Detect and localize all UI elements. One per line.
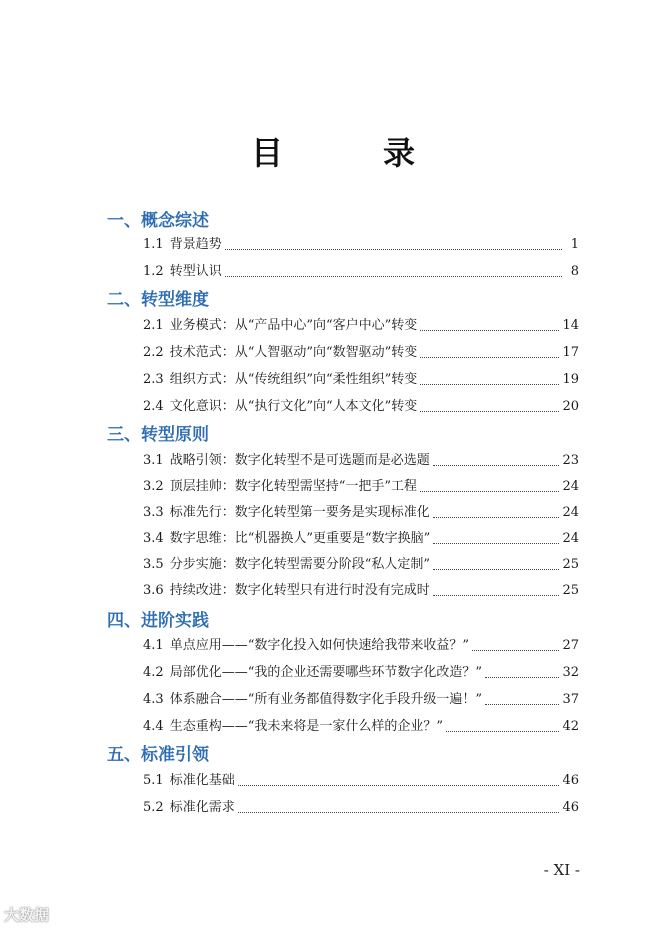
entry-number: 2.1 [143,318,164,333]
dot-leader [225,256,562,277]
entry-number: 1.1 [143,237,164,252]
toc-entry-4-1[interactable] [143,636,579,656]
entry-number: 2.4 [143,399,164,414]
entry-number: 4.3 [143,692,164,707]
toc-entry-3-4[interactable] [143,529,579,549]
entry-number: 3.5 [143,557,164,572]
watermark-logo [4,904,49,925]
entry-number: 3.3 [143,505,164,520]
toc-entry-3-6[interactable] [143,581,579,601]
dot-leader [225,229,562,250]
dot-leader [420,471,559,492]
entry-title: 背景趋势 [169,237,222,252]
entry-title: 标准化基础 [169,773,235,788]
dot-leader [238,792,560,813]
entry-page-number: 24 [562,505,579,520]
entry-number: 2.2 [143,345,164,360]
entry-page-number: 37 [562,692,579,707]
entry-number: 3.2 [143,479,164,494]
entry-page-number: 19 [562,372,579,387]
entry-title: 生态重构——“我未来将是一家什么样的企业？” [169,719,443,734]
entry-number: 3.6 [143,583,164,598]
entry-title: 标准化需求 [169,800,235,815]
entry-title: 业务模式：从“产品中心”向“客户中心”转变 [169,318,418,333]
entry-page-number: 8 [570,264,579,279]
section-heading-4: 四、进阶实践 [107,611,209,631]
entry-page-number: 42 [562,719,579,734]
toc-entry-4-4[interactable] [143,717,579,737]
dot-leader [433,497,560,518]
entry-number: 4.1 [143,638,164,653]
entry-page-number: 24 [562,531,579,546]
entry-number: 3.4 [143,531,164,546]
toc-entry-3-2[interactable] [143,477,579,497]
toc-entry-1-2[interactable] [143,262,579,282]
entry-page-number: 46 [562,800,579,815]
toc-entry-4-3[interactable] [143,690,579,710]
entry-page-number: 24 [562,479,579,494]
dot-leader [472,630,559,651]
entry-title: 顶层挂帅：数字化转型需坚持“一把手”工程 [169,479,417,494]
footer-page-number: - XI - [543,861,580,879]
toc-entry-5-1[interactable] [143,771,579,791]
dot-leader [420,391,559,412]
toc-entry-3-1[interactable] [143,451,579,471]
entry-title: 技术范式：从“人智驱动”向“数智驱动”转变 [169,345,418,360]
entry-title: 局部优化——“我的企业还需要哪些环节数字化改造？” [169,665,482,680]
entry-number: 5.2 [143,800,164,815]
entry-title: 数字思维：比“机器换人”更重要是“数字换脑” [169,531,431,546]
entry-page-number: 14 [562,318,579,333]
entry-number: 3.1 [143,453,164,468]
toc-entry-3-5[interactable] [143,555,579,575]
entry-page-number: 25 [562,583,579,598]
entry-number: 4.4 [143,719,164,734]
entry-page-number: 1 [570,237,579,252]
entry-page-number: 23 [562,453,579,468]
dot-leader [433,445,560,466]
entry-title: 标准先行：数字化转型第一要务是实现标准化 [169,505,430,520]
entry-page-number: 46 [562,773,579,788]
section-heading-1: 一、概念综述 [107,211,209,231]
entry-title: 持续改进：数字化转型只有进行时没有完成时 [169,583,430,598]
toc-entry-1-1[interactable] [143,235,579,255]
dot-leader [420,364,559,385]
dot-leader [485,684,559,705]
entry-number: 5.1 [143,773,164,788]
toc-entry-2-2[interactable] [143,343,579,363]
toc-entry-3-3[interactable] [143,503,579,523]
dot-leader [238,765,560,786]
entry-title: 战略引领：数字化转型不是可选题而是必选题 [169,453,430,468]
toc-entry-2-4[interactable] [143,397,579,417]
entry-title: 单点应用——“数字化投入如何快速给我带来收益？” [169,638,469,653]
section-heading-2: 二、转型维度 [107,290,209,310]
dot-leader [485,657,559,678]
entry-page-number: 32 [562,665,579,680]
toc-entry-2-1[interactable] [143,316,579,336]
watermark-text: 大数据 [4,906,50,924]
entry-title: 体系融合——“所有业务都值得数字化手段升级一遍！” [169,692,482,707]
dot-leader [420,337,559,358]
entry-title: 转型认识 [169,264,222,279]
section-heading-5: 五、标准引领 [107,745,209,765]
section-heading-3: 三、转型原则 [107,425,209,445]
entry-page-number: 17 [562,345,579,360]
entry-number: 4.2 [143,665,164,680]
entry-number: 2.3 [143,372,164,387]
page-title: 目 录 [250,134,449,172]
entry-number: 1.2 [143,264,164,279]
entry-page-number: 27 [562,638,579,653]
entry-title: 组织方式：从“传统组织”向“柔性组织”转变 [169,372,418,387]
toc-entry-5-2[interactable] [143,798,579,818]
toc-entry-2-3[interactable] [143,370,579,390]
toc-entry-4-2[interactable] [143,663,579,683]
dot-leader [420,310,559,331]
dot-leader [433,523,559,544]
dot-leader [446,711,559,732]
entry-title: 分步实施：数字化转型需要分阶段“私人定制” [169,557,430,572]
dot-leader [433,549,559,570]
entry-page-number: 25 [562,557,579,572]
entry-title: 文化意识：从“执行文化”向“人本文化”转变 [169,399,418,414]
entry-page-number: 20 [562,399,579,414]
dot-leader [433,575,560,596]
